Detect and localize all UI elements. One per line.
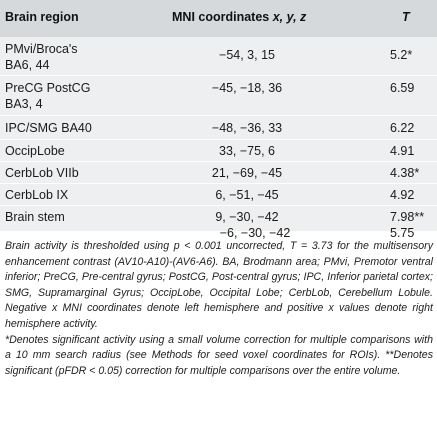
- cell-coordinates-second: −6, −30, −42: [219, 226, 291, 240]
- cell-t-value: 5.2*: [390, 48, 413, 62]
- header-mni-coordinates: [172, 10, 306, 24]
- cell-region-line2: BA3, 4: [5, 97, 43, 111]
- table-header: [0, 0, 437, 37]
- cell-region: CerbLob IX: [5, 188, 69, 202]
- cell-coordinates: 21, −69, −45: [211, 166, 283, 180]
- cell-t-value: 4.91: [390, 144, 415, 158]
- cell-region-line2: BA6, 44: [5, 58, 50, 72]
- cell-coordinates: −54, 3, 15: [219, 48, 275, 62]
- header-t-value: T: [402, 10, 410, 24]
- cell-region: OccipLobe: [5, 144, 65, 158]
- header-brain-region: Brain region: [5, 10, 79, 24]
- header-mni-label: MNI coordinates: [172, 10, 273, 24]
- cell-t-value: 4.38*: [390, 166, 420, 180]
- cell-coordinates: 33, −75, 6: [219, 144, 275, 158]
- header-mni-axes: x, y, z: [272, 10, 307, 24]
- row-divider: [0, 139, 437, 140]
- cell-region: IPC/SMG BA40: [5, 121, 92, 135]
- cell-region: CerbLob VIIb: [5, 166, 79, 180]
- row-divider: [0, 115, 437, 116]
- row-divider: [0, 75, 437, 76]
- cell-region: PMvi/Broca's: [5, 42, 78, 56]
- cell-coordinates: 6, −51, −45: [215, 188, 279, 202]
- cell-t-value: 6.22: [390, 121, 415, 135]
- row-divider: [0, 161, 437, 162]
- row-divider: [0, 183, 437, 184]
- cell-t-value-second: 5.75: [390, 226, 415, 240]
- cell-coordinates: −45, −18, 36: [211, 81, 283, 95]
- cell-t-value: 7.98**: [390, 210, 425, 224]
- table-body: [0, 37, 437, 240]
- cell-t-value: 4.92: [390, 188, 415, 202]
- cell-region: Brain stem: [5, 210, 65, 224]
- footnote-abbreviations: Brain activity is thresholded using p < 0.001 uncorrected, T = 3.73 for the multisensory enhancement contrast (AV10-A10)-(AV6-A6). BA, Brodmann area; PMvi, Premotor ventral inferior; PreCG, Pre-central gyrus; PostCG, Post-central gyrus; IPC, Inferior parietal cortex; SMG, Supramarginal Gyrus; OccipLobe, Occipital Lobe; CerbLob, Cerebellum Lobule. Negative x MNI coordinates denote left hemisphere and positive x values denote right hemisphere activity.: [5, 240, 433, 330]
- table-footnote: [5, 239, 433, 379]
- cell-coordinates: −48, −36, 33: [211, 121, 283, 135]
- cell-region: PreCG PostCG: [5, 81, 91, 95]
- row-divider: [0, 205, 437, 206]
- cell-coordinates: 9, −30, −42: [215, 210, 279, 224]
- footnote-significance: *Denotes significant activity using a small volume correction for multiple comparisons with a 10 mm search radius (see Methods for seed voxel coordinates for ROIs). **Denotes significant (pFDR < 0.05) correction for multiple comparisons over the entire volume.: [5, 333, 433, 377]
- cell-t-value: 6.59: [390, 81, 415, 95]
